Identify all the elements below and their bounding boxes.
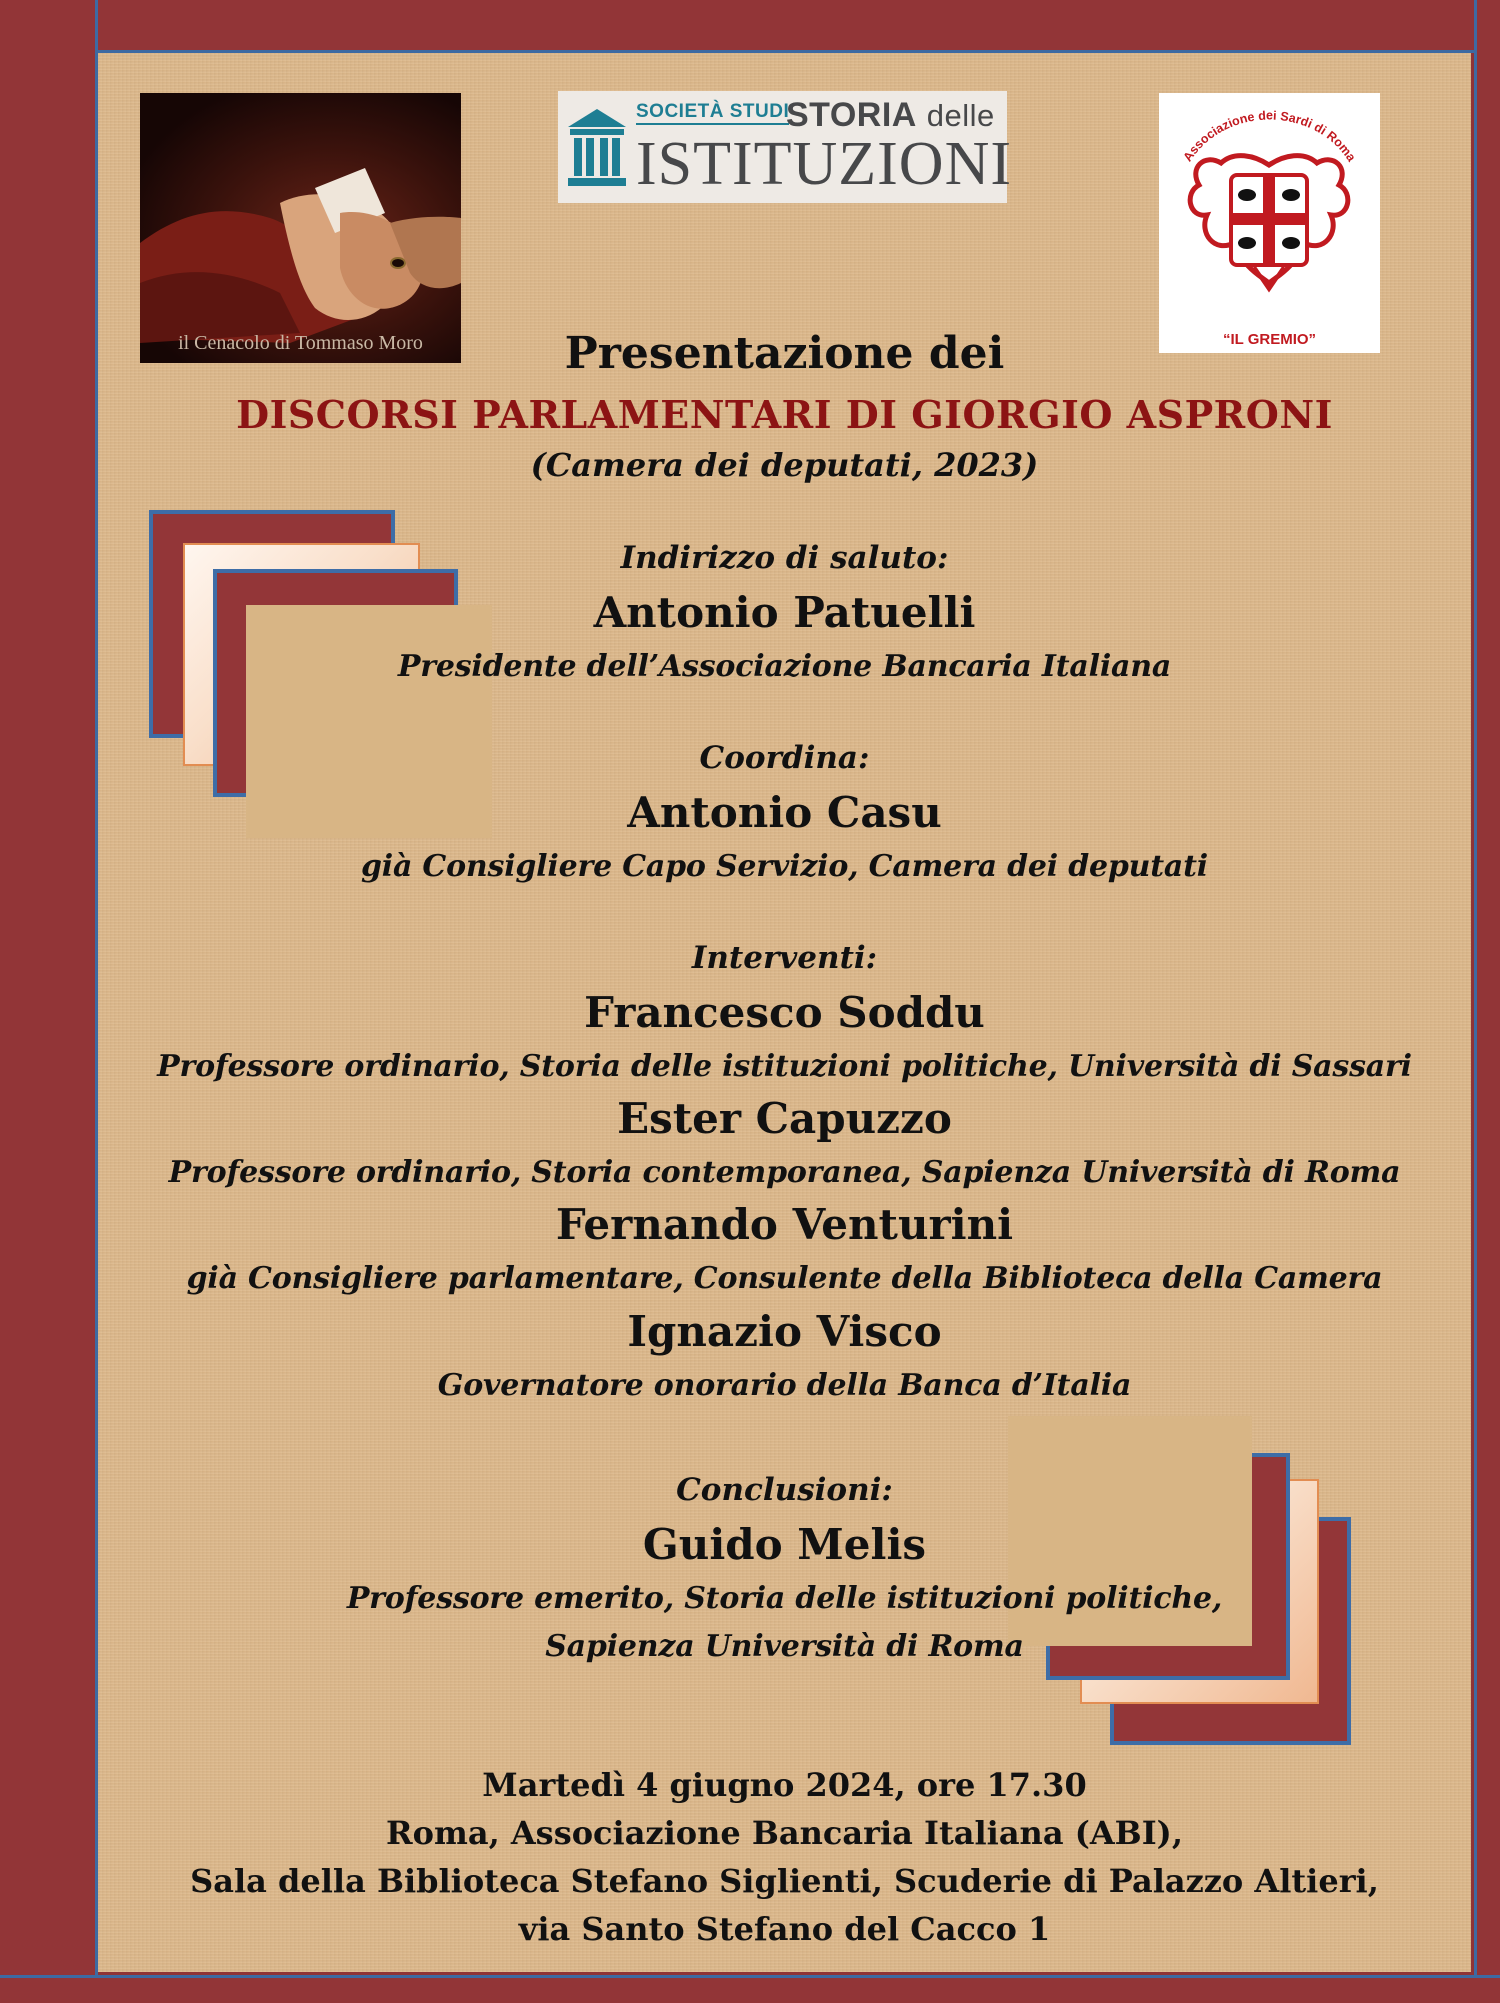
hands-painting-icon bbox=[140, 93, 461, 363]
name-coordina: Antonio Casu bbox=[627, 788, 942, 837]
label-conclusioni: Conclusioni: bbox=[676, 1472, 893, 1508]
istituzioni-big-text: ISTITUZIONI bbox=[636, 130, 1013, 198]
svg-text:Associazione dei Sardi di Roma bbox=[1181, 109, 1360, 165]
event-place-1: Roma, Associazione Bancaria Italiana (ABI), bbox=[386, 1814, 1183, 1852]
role-speaker-4: Governatore onorario della Banca d’Italia bbox=[437, 1368, 1132, 1403]
name-speaker-3: Fernando Venturini bbox=[555, 1200, 1014, 1249]
istituzioni-small-text: SOCIETÀ STUDI bbox=[636, 101, 789, 125]
istituzioni-logo bbox=[558, 91, 1013, 203]
role-conclusioni-line1: Professore emerito, Storia delle istituzioni politiche, bbox=[346, 1581, 1223, 1616]
name-speaker-2: Ester Capuzzo bbox=[617, 1094, 952, 1143]
gremio-arc-text: Associazione dei Sardi di Roma bbox=[1180, 108, 1359, 165]
title-book: DISCORSI PARLAMENTARI DI GIORGIO ASPRONI bbox=[236, 392, 1333, 437]
temple-icon bbox=[566, 105, 628, 189]
name-speaker-1: Francesco Soddu bbox=[584, 988, 985, 1037]
frame-bottom bbox=[0, 1975, 1500, 2003]
role-speaker-3: già Consigliere parlamentare, Consulente della Biblioteca della Camera bbox=[186, 1261, 1383, 1296]
event-place-3: via Santo Stefano del Cacco 1 bbox=[518, 1910, 1051, 1948]
role-coordina: già Consigliere Capo Servizio, Camera dei deputati bbox=[360, 849, 1209, 884]
event-date: Martedì 4 giugno 2024, ore 17.30 bbox=[482, 1766, 1087, 1804]
title-publisher: (Camera dei deputati, 2023) bbox=[530, 446, 1039, 484]
label-saluto: Indirizzo di saluto: bbox=[620, 540, 949, 576]
gremio-logo bbox=[1159, 93, 1380, 353]
label-interventi: Interventi: bbox=[691, 940, 878, 976]
role-conclusioni-line2: Sapienza Università di Roma bbox=[545, 1629, 1024, 1664]
cenacolo-caption: il Cenacolo di Tommaso Moro bbox=[178, 332, 423, 354]
gremio-name: “IL GREMIO” bbox=[1222, 331, 1317, 348]
title-presentazione: Presentazione dei bbox=[564, 328, 1005, 379]
name-saluto: Antonio Patuelli bbox=[593, 588, 976, 637]
role-speaker-2: Professore ordinario, Storia contemporanea, Sapienza Università di Roma bbox=[168, 1155, 1401, 1190]
label-coordina: Coordina: bbox=[699, 740, 870, 776]
istituzioni-storia-text: STORIA delle bbox=[786, 96, 995, 134]
frame-right bbox=[1474, 0, 1500, 2000]
frame-top bbox=[0, 0, 1500, 53]
name-speaker-4: Ignazio Visco bbox=[627, 1307, 942, 1356]
cenacolo-logo bbox=[140, 93, 461, 363]
event-place-2: Sala della Biblioteca Stefano Siglienti, Scuderie di Palazzo Altieri, bbox=[190, 1862, 1379, 1900]
role-speaker-1: Professore ordinario, Storia delle istituzioni politiche, Università di Sassari bbox=[157, 1049, 1412, 1084]
name-conclusioni: Guido Melis bbox=[642, 1520, 927, 1569]
frame-left bbox=[0, 0, 98, 2000]
role-saluto: Presidente dell’Associazione Bancaria Italiana bbox=[397, 649, 1172, 684]
sardinia-crest-icon bbox=[1159, 93, 1380, 333]
